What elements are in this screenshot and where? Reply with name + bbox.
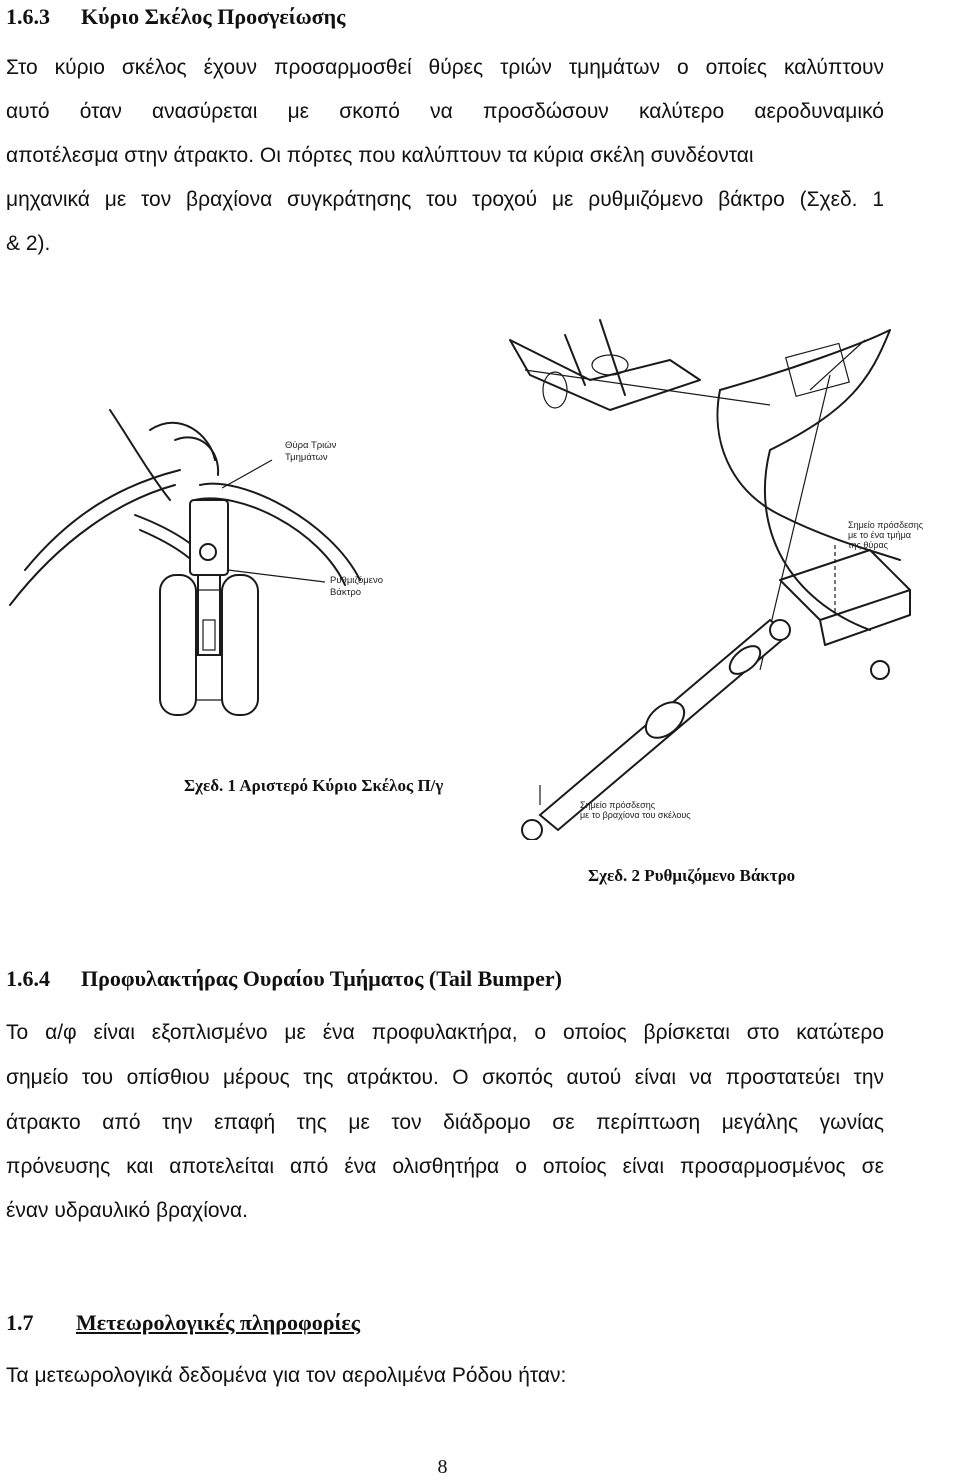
section-title: Προφυλακτήρας Ουραίου Τμήματος (Tail Bumper) <box>81 966 562 991</box>
section-heading-1-6-4 <box>6 966 562 992</box>
label-door-line1: Θύρα Τριών <box>285 440 337 451</box>
label-line: της θύρας <box>848 540 888 550</box>
paragraph-line: σημείο του οπίσθιου μέρους της ατράκτου. Ο σκοπός αυτού είναι να προστατεύει την <box>6 1066 884 1089</box>
section-number: 1.7 <box>6 1310 34 1335</box>
paragraph-line: πρόνευσης και αποτελείται από ένα ολισθητήρα ο οποίος είναι προσαρμοσμένος σε <box>6 1155 884 1178</box>
paragraph-line: άτρακτο από την επαφή της με τον διάδρομο σε περίπτωση μεγάλης γωνίας <box>6 1111 884 1134</box>
figure-2-adjustable-rod <box>470 300 950 860</box>
paragraph-line: & 2). <box>6 232 51 255</box>
section-title: Κύριο Σκέλος Προσγείωσης <box>81 4 346 29</box>
section-heading-1-6-3 <box>6 4 345 30</box>
paragraph-line: αυτό όταν ανασύρεται με σκοπό να προσδώσουν καλύτερο αεροδυναμικό <box>6 100 884 123</box>
paragraph-line: μηχανικά με τον βραχίονα συγκράτησης του τροχού με ρυθμιζόμενο βάκτρο (Σχεδ. 1 <box>6 188 884 211</box>
landing-gear-drawing <box>0 380 470 740</box>
paragraph-line: Τα μετεωρολογικά δεδομένα για τον αερολιμένα Ρόδου ήταν: <box>6 1364 567 1387</box>
section-title: Μετεωρολογικές πληροφορίες <box>76 1310 361 1335</box>
paragraph-line: Στο κύριο σκέλος έχουν προσαρμοσθεί θύρες τριών τμημάτων ο οποίες καλύπτουν <box>6 56 884 79</box>
figure-1-main-landing-gear <box>0 380 470 800</box>
label-line: Σημείο πρόσδεσης <box>580 800 656 810</box>
paragraph-line: έναν υδραυλικό βραχίονα. <box>6 1199 249 1222</box>
label-rod-line1: Ρυθμιζόμενο <box>330 575 383 586</box>
paragraph-line: αποτέλεσμα στην άτρακτο. Οι πόρτες που καλύπτουν τα κύρια σκέλη συνδέονται <box>6 144 754 167</box>
label-line: με το βραχίονα του σκέλους <box>580 810 691 820</box>
label-door-attachment <box>848 520 923 550</box>
label-arm-attachment <box>580 800 691 820</box>
label-line: με το ένα τμήμα <box>848 530 911 540</box>
label-rod-line2: Βάκτρο <box>330 587 362 598</box>
label-door-line2: Τμημάτων <box>285 452 328 463</box>
figure-2-caption: Σχεδ. 2 Ρυθμιζόμενο Βάκτρο <box>588 866 796 885</box>
page-number: 8 <box>437 1456 448 1478</box>
section-heading-1-7 <box>6 1310 360 1336</box>
figure-1-caption: Σχεδ. 1 Αριστερό Κύριο Σκέλος Π/γ <box>184 776 444 795</box>
label-line: Σημείο πρόσδεσης <box>848 520 924 530</box>
section-number: 1.6.3 <box>6 4 50 29</box>
adjustable-rod-drawing <box>470 300 950 840</box>
paragraph-line: Το α/φ είναι εξοπλισμένο με ένα προφυλακτήρα, ο οποίος βρίσκεται στο κατώτερο <box>6 1021 884 1044</box>
section-number: 1.6.4 <box>6 966 50 991</box>
